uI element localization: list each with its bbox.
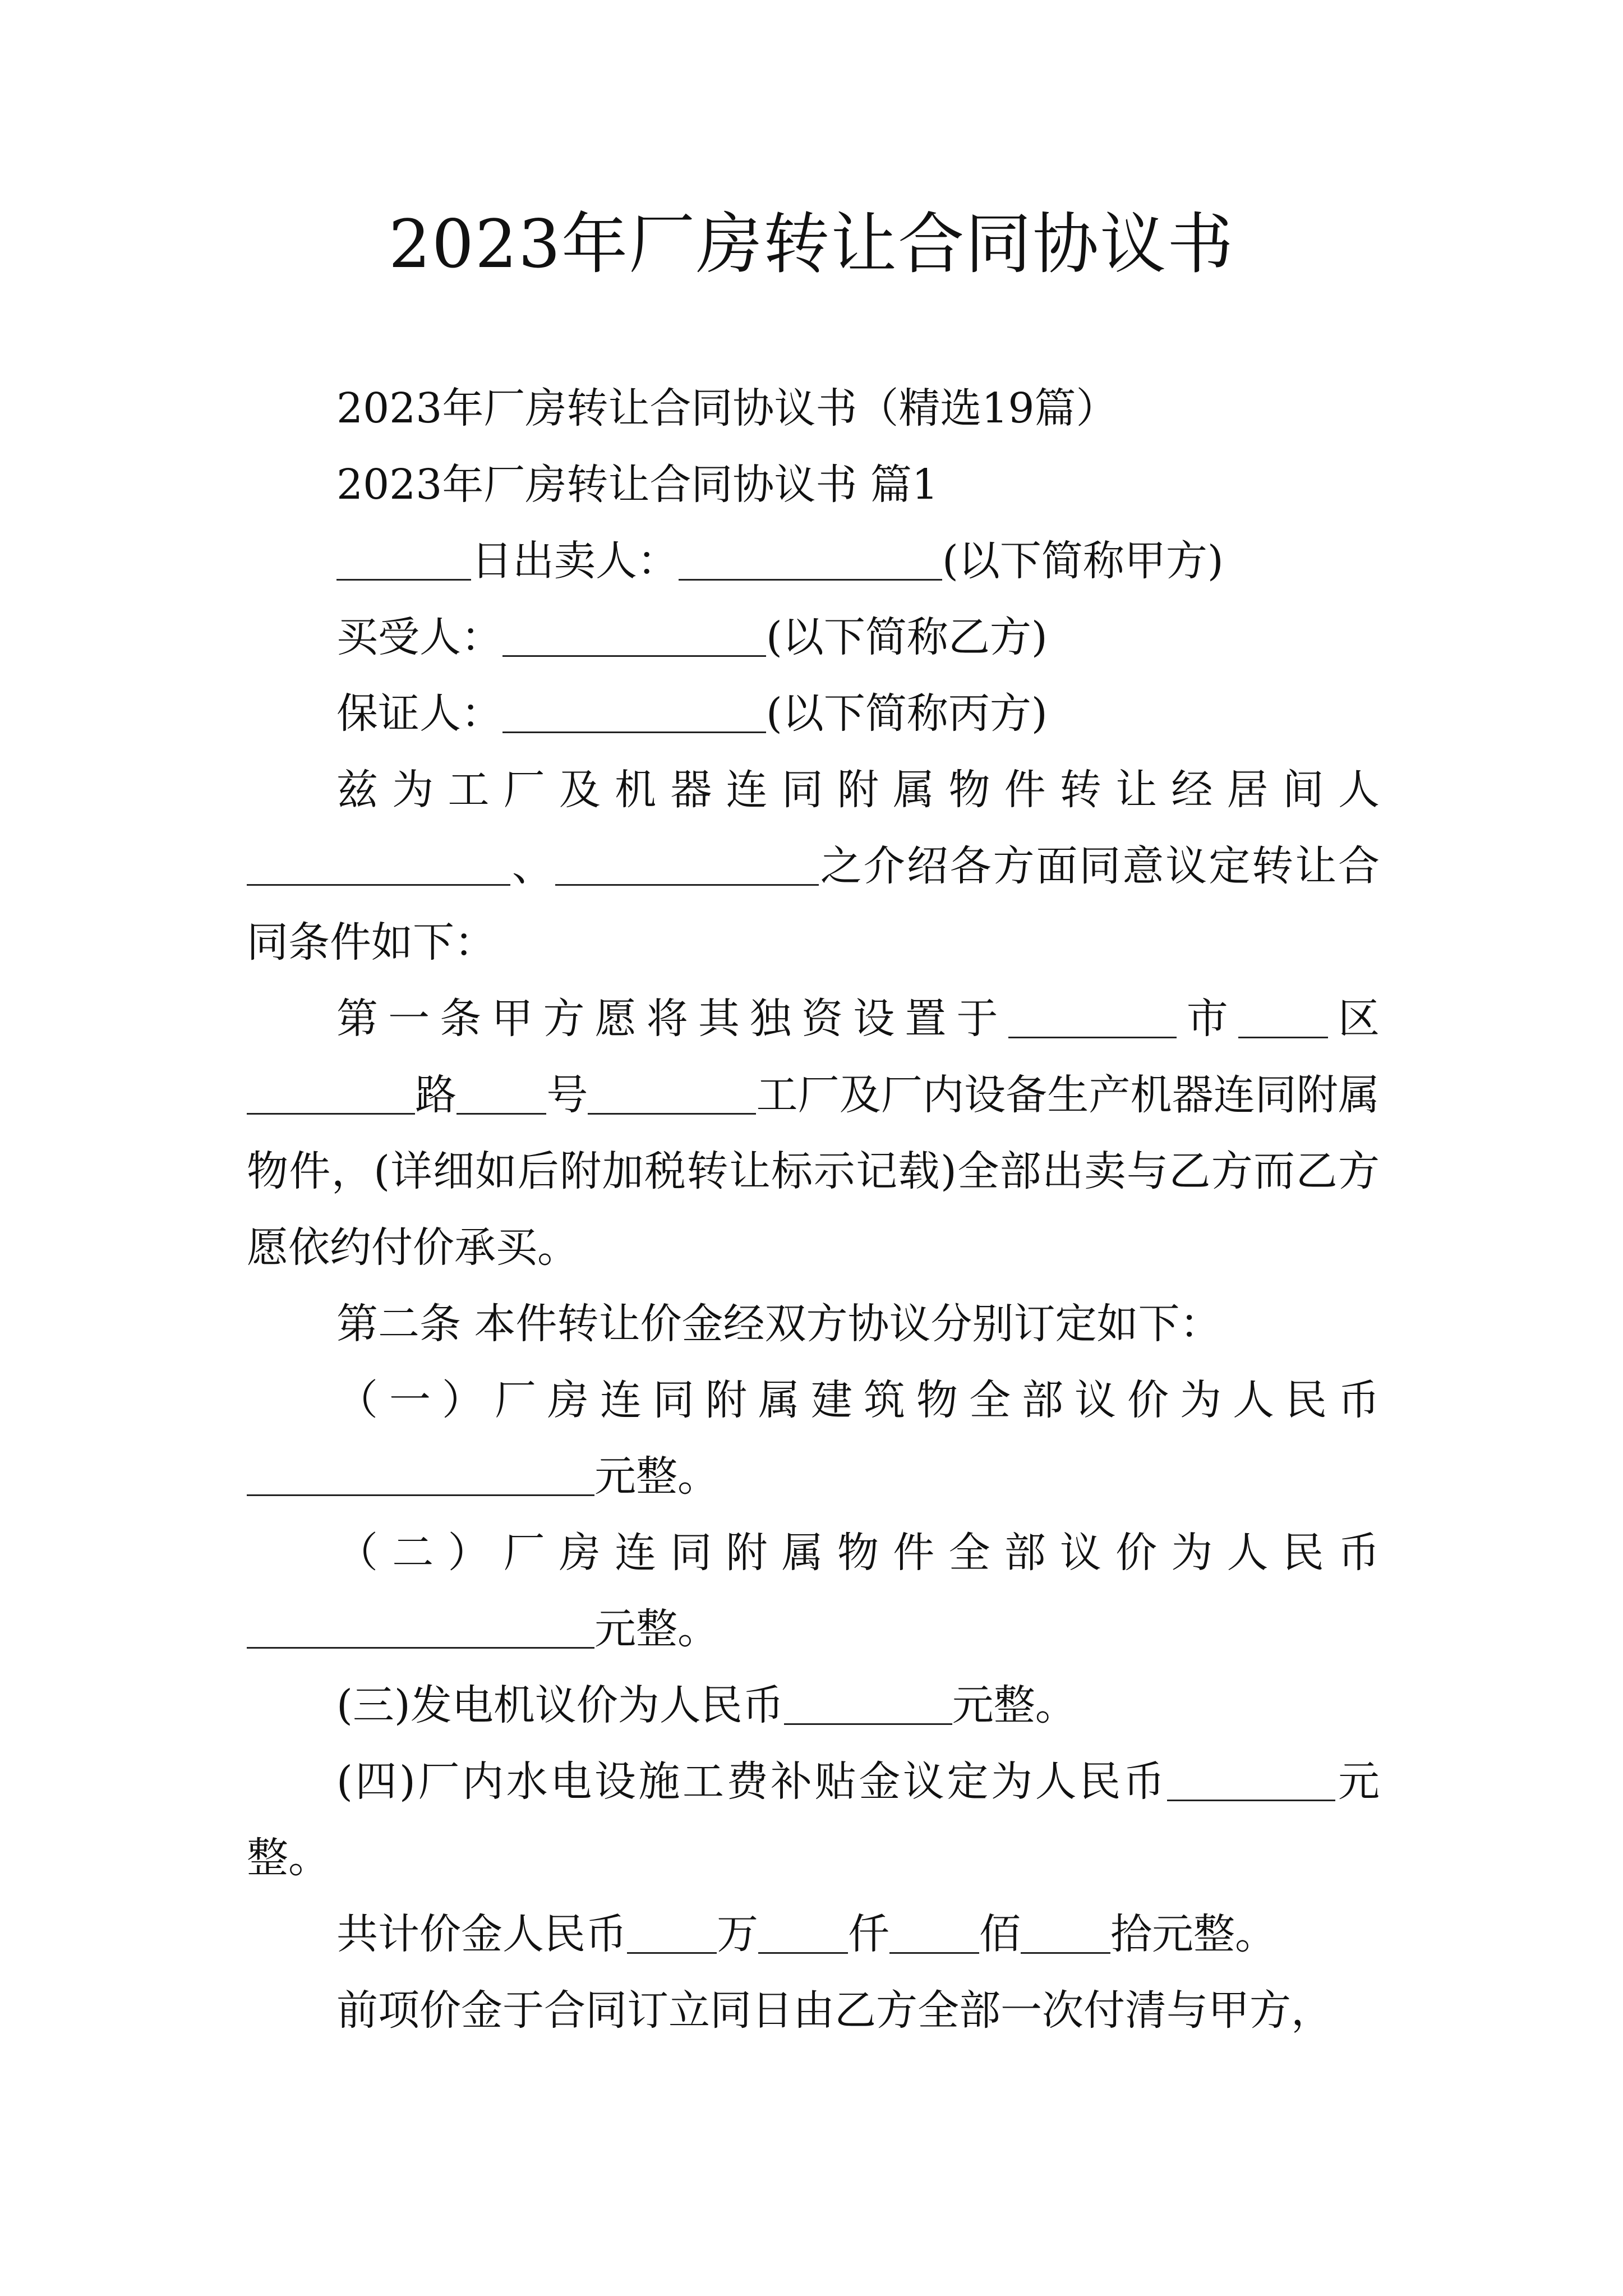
- paragraph-item-2: [247, 1515, 1380, 1667]
- text: 市: [1176, 995, 1238, 1043]
- document-title: 2023年厂房转让合同协议书: [388, 205, 1235, 283]
- blank-line: [1021, 1915, 1110, 1954]
- document-body: [247, 370, 1380, 2049]
- text: 元整。: [594, 1452, 719, 1501]
- text: 第二条 本件转让价金经双方协议分别订定如下：: [336, 1300, 1221, 1348]
- blank-line: [679, 542, 942, 581]
- paragraph-section-heading: [247, 447, 1380, 523]
- text: 仟: [848, 1910, 889, 1958]
- blank-line: [247, 1457, 594, 1496]
- text: 第一条甲方愿将其独资设置于: [336, 995, 1008, 1043]
- text: 保证人：: [336, 689, 502, 738]
- paragraph-item-3: [247, 1667, 1380, 1743]
- blank-line: [627, 1915, 717, 1954]
- text: (以下简称乙方): [766, 613, 1048, 661]
- text: (以下简称甲方): [942, 537, 1224, 585]
- text: (四)厂内水电设施工费补贴金议定为人民币: [336, 1757, 1168, 1806]
- text: 万: [717, 1910, 758, 1958]
- paragraph-intro: [247, 752, 1380, 981]
- text: 2023年厂房转让合同协议书（精选19篇）: [336, 384, 1118, 432]
- paragraph-item-1: [247, 1362, 1380, 1515]
- blank-line: [457, 1076, 546, 1115]
- paragraph-subtitle: [247, 370, 1380, 447]
- blank-line: [247, 847, 510, 886]
- blank-line: [502, 618, 766, 657]
- paragraph-article-2: [247, 1286, 1380, 1362]
- text: 日出卖人：: [471, 537, 679, 585]
- text: （一）厂房连同附属建筑物全部议价为人民币: [336, 1376, 1380, 1424]
- text: 前项价金于合同订立同日由乙方全部一次付清与甲方，: [336, 1986, 1332, 2035]
- text: 2023年厂房转让合同协议书 篇1: [336, 461, 938, 509]
- text: (以下简称丙方): [766, 689, 1048, 738]
- blank-line: [502, 694, 766, 733]
- text: 共计价金人民币: [336, 1910, 627, 1958]
- text: 区: [1327, 995, 1380, 1043]
- text: 元整。: [247, 1757, 1380, 1882]
- text: 买受人：: [336, 613, 502, 661]
- blank-line: [784, 1686, 952, 1725]
- paragraph-item-4: [247, 1743, 1380, 1896]
- text: 元整。: [594, 1605, 719, 1653]
- text: (三)发电机议价为人民币: [336, 1681, 784, 1729]
- blank-line: [555, 847, 819, 886]
- text: 兹为工厂及机器连同附属物件转让经居间人: [336, 766, 1380, 814]
- text: 佰: [979, 1910, 1021, 1958]
- blank-line: [758, 1915, 848, 1954]
- text: 之介绍各方面同意议定转让合同条件如下：: [247, 842, 1380, 967]
- blank-line: [1238, 1000, 1328, 1038]
- paragraph-guarantor: [247, 675, 1380, 752]
- text: 路: [415, 1071, 457, 1119]
- paragraph-payment: [247, 1972, 1380, 2049]
- paragraph-seller: [247, 523, 1380, 599]
- blank-line: [1167, 1763, 1335, 1801]
- text: 、: [510, 842, 555, 890]
- text: 号: [546, 1071, 588, 1119]
- text: 工厂及厂内设备生产机器连同附属物件，(详细如后附加税转让标示记载)全部出卖与乙方而乙方愿依约付价承买。: [247, 1071, 1380, 1272]
- blank-line: [588, 1076, 756, 1115]
- text: （二）厂房连同附属物件全部议价为人民币: [336, 1529, 1380, 1577]
- text: 拾元整。: [1110, 1910, 1276, 1958]
- blank-line: [1008, 1000, 1177, 1038]
- blank-line: [336, 542, 471, 581]
- text: 元整。: [952, 1681, 1077, 1729]
- blank-line: [247, 1610, 594, 1649]
- paragraph-article-1: [247, 981, 1380, 1286]
- paragraph-buyer: [247, 599, 1380, 675]
- blank-line: [247, 1076, 415, 1115]
- blank-line: [889, 1915, 979, 1954]
- paragraph-total-price: [247, 1896, 1380, 1972]
